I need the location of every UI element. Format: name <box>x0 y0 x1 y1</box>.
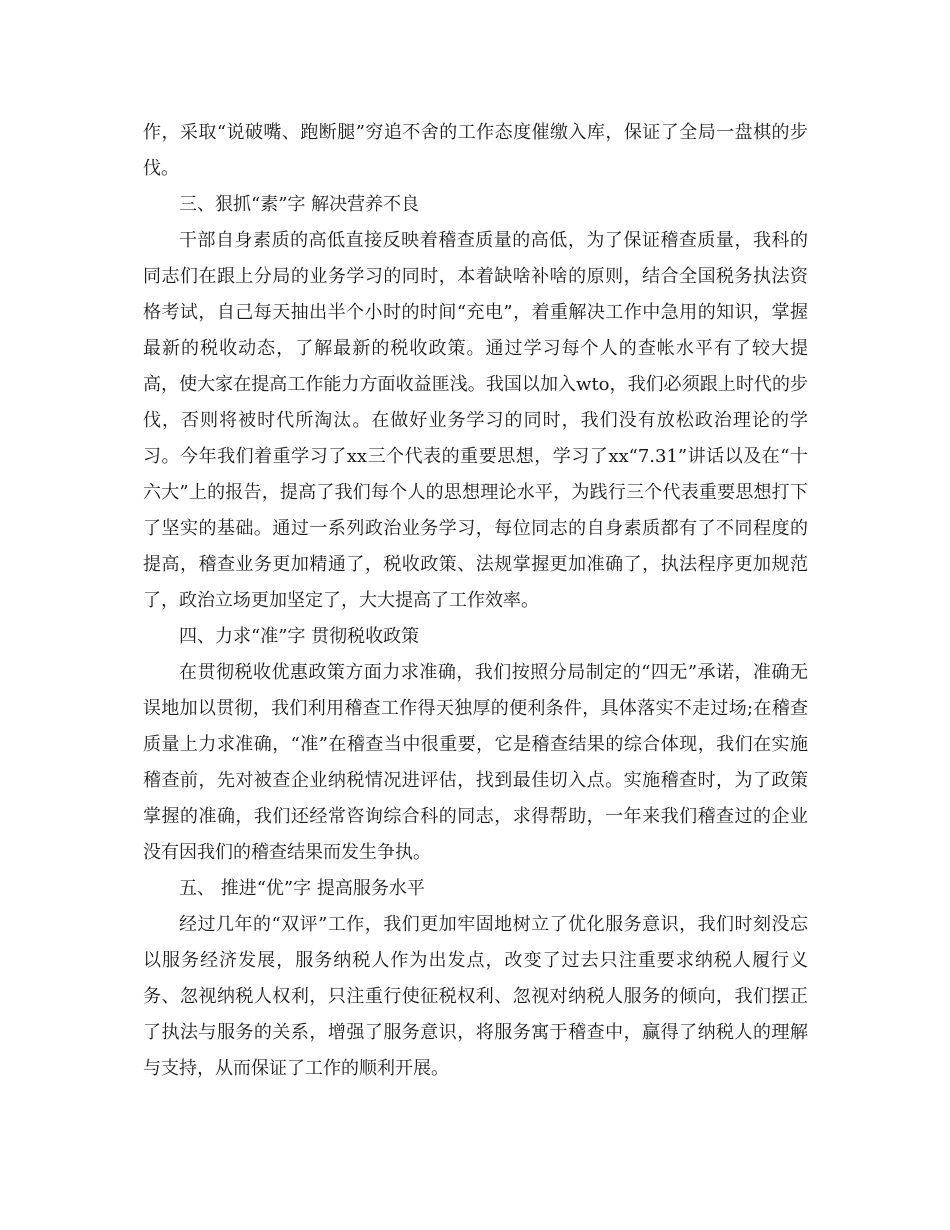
paragraph-quality: 干部自身素质的高低直接反映着稽查质量的高低，为了保证稽查质量，我科的同志们在跟上分局的业务学习的同时，本着缺啥补啥的原则，结合全国税务执法资格考试，自己每天抽出半个小时的时间“充电”，着重解决工作中急用的知识，掌握最新的税收动态，了解最新的税收政策。通过学习每个人的查帐水平有了较大提高，使大家在提高工作能力方面收益匪浅。我国以加入wto，我们必须跟上时代的步伐，否则将被时代所淘汰。在做好业务学习的同时，我们没有放松政治理论的学习。今年我们着重学习了xx三个代表的重要思想，学习了xx“7.31”讲话以及在“十六大”上的报告，提高了我们每个人的思想理论水平，为践行三个代表重要思想打下了坚实的基础。通过一系列政治业务学习，每位同志的自身素质都有了不同程度的提高，稽查业务更加精通了，税收政策、法规掌握更加准确了，执法程序更加规范了，政治立场更加坚定了，大大提高了工作效率。 <box>143 230 808 611</box>
document-page <box>143 115 808 1087</box>
paragraph-accuracy: 在贯彻税收优惠政策方面力求准确，我们按照分局制定的“四无”承诺，准确无误地加以贯彻，我们利用稽查工作得天独厚的便利条件，具体落实不走过场;在稽查质量上力求准确，“准”在稽查当中很重要，它是稽查结果的综合体现，我们在实施稽查前，先对被查企业纳税情况进评估，找到最佳切入点。实施稽查时，为了政策掌握的准确，我们还经常咨询综合科的同志，求得帮助，一年来我们稽查过的企业没有因我们的稽查结果而发生争执。 <box>143 662 808 863</box>
section-heading-5: 五、 推进“优”字 提高服务水平 <box>179 878 425 899</box>
paragraph-continuation: 作，采取“说破嘴、跑断腿”穷追不舍的工作态度催缴入库，保证了全局一盘棋的步伐。 <box>143 122 808 179</box>
paragraph-service: 经过几年的“双评”工作，我们更加牢固地树立了优化服务意识，我们时刻没忘以服务经济发展，服务纳税人作为出发点，改变了过去只注重要求纳税人履行义务、忽视纳税人权利，只注重行使征税权利、忽视对纳税人服务的倾向，我们摆正了执法与服务的关系，增强了服务意识，将服务寓于稽查中，赢得了纳税人的理解与支持，从而保证了工作的顺利开展。 <box>143 914 808 1079</box>
section-heading-4: 四、力求“准”字 贯彻税收政策 <box>179 626 420 647</box>
section-heading-3: 三、狠抓“素”字 解决营养不良 <box>179 194 420 215</box>
